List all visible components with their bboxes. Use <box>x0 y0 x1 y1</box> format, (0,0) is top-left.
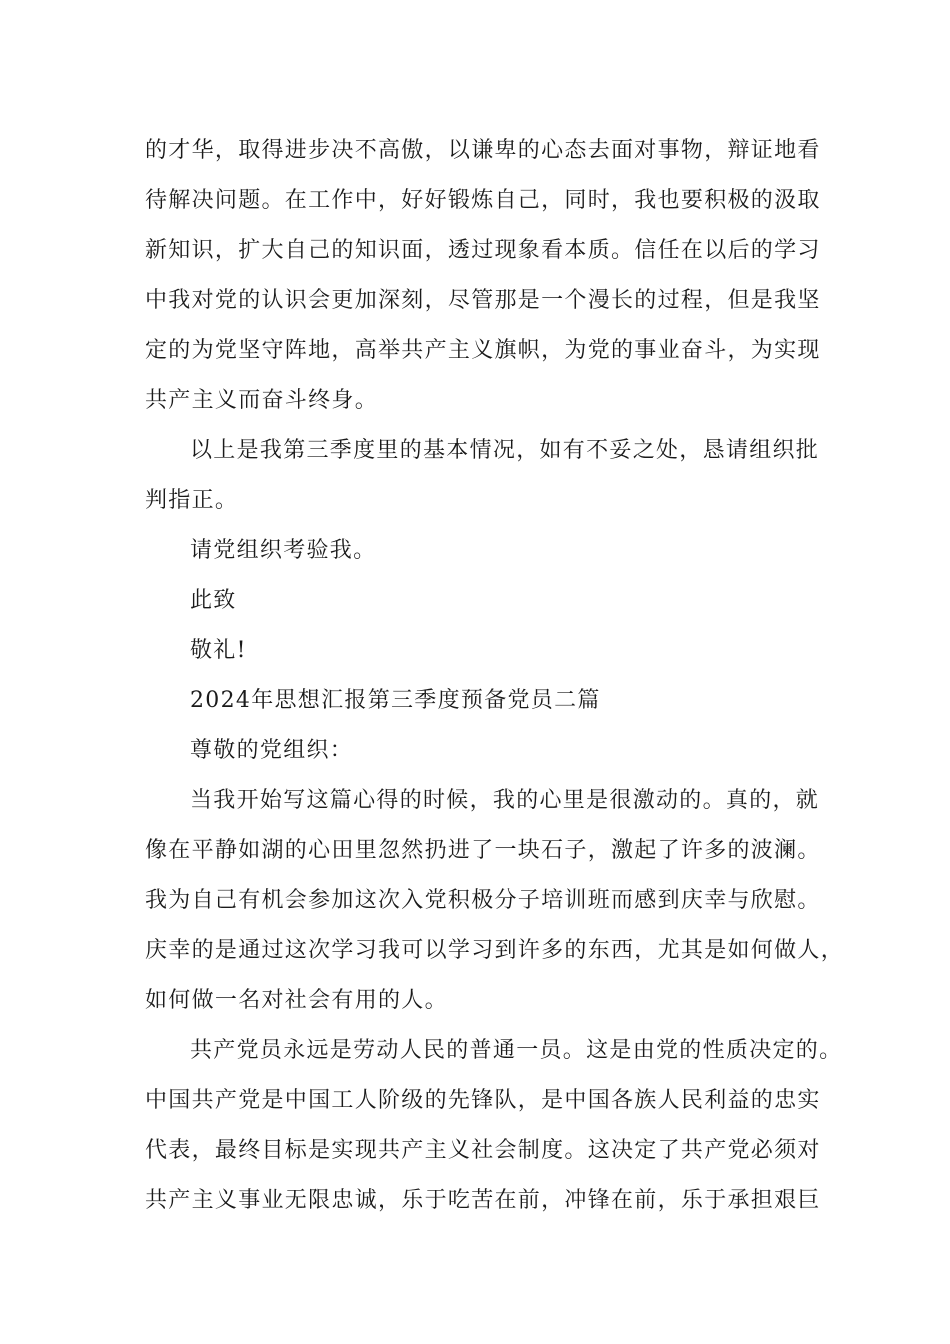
body-text-line: 共产主义事业无限忠诚，乐于吃苦在前，冲锋在前，乐于承担艰巨 <box>145 1188 821 1213</box>
body-text-line: 代表，最终目标是实现共产主义社会制度。这决定了共产党必须对 <box>145 1138 821 1163</box>
closing-request-line: 请党组织考验我。 <box>190 538 377 563</box>
body-text-line: 新知识，扩大自己的知识面，透过现象看本质。信任在以后的学习 <box>145 238 821 263</box>
body-text-line: 判指正。 <box>145 488 239 513</box>
salutation-line: 此致 <box>190 588 237 613</box>
paragraph-start-line: 共产党员永远是劳动人民的普通一员。这是由党的性质决定的。 <box>190 1038 843 1063</box>
body-text-line: 待解决问题。在工作中，好好锻炼自己，同时，我也要积极的汲取 <box>145 188 821 213</box>
body-text-line: 中国共产党是中国工人阶级的先锋队，是中国各族人民利益的忠实 <box>145 1088 821 1113</box>
body-text-line: 定的为党坚守阵地，高举共产主义旗帜，为党的事业奋斗，为实现 <box>145 338 821 363</box>
body-text-line: 的才华，取得进步决不高傲，以谦卑的心态去面对事物，辩证地看 <box>145 138 821 163</box>
paragraph-start-line: 以上是我第三季度里的基本情况，如有不妥之处，恳请组织批 <box>190 438 820 463</box>
body-text-line: 庆幸的是通过这次学习我可以学习到许多的东西，尤其是如何做人， <box>145 938 845 963</box>
greeting-line: 尊敬的党组织： <box>190 738 354 763</box>
body-text-line: 共产主义而奋斗终身。 <box>145 388 379 413</box>
salutation-line: 敬礼! <box>190 638 247 663</box>
body-text-line: 如何做一名对社会有用的人。 <box>145 988 448 1013</box>
section-title: 2024年思想汇报第三季度预备党员二篇 <box>190 688 601 713</box>
paragraph-start-line: 当我开始写这篇心得的时候，我的心里是很激动的。真的，就 <box>190 788 820 813</box>
body-text-line: 我为自己有机会参加这次入党积极分子培训班而感到庆幸与欣慰。 <box>145 888 821 913</box>
body-text-line: 中我对党的认识会更加深刻，尽管那是一个漫长的过程，但是我坚 <box>145 288 821 313</box>
body-text-line: 像在平静如湖的心田里忽然扔进了一块石子，激起了许多的波澜。 <box>145 838 821 863</box>
